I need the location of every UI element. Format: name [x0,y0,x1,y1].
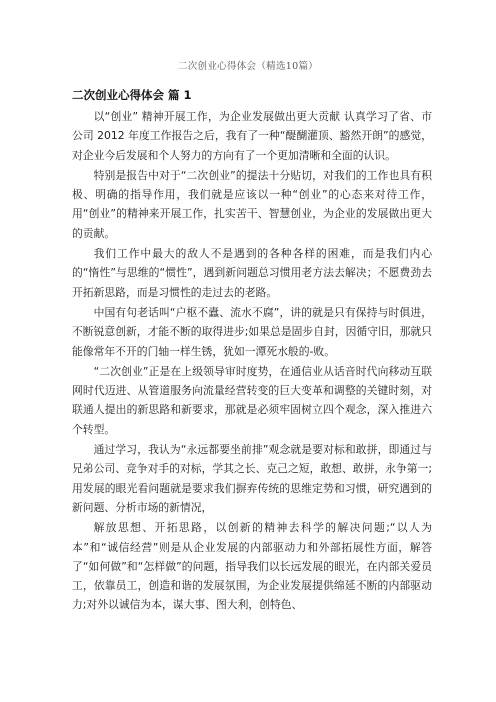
paragraph-1: 以“创业” 精神开展工作，为企业发展做出更大贡献 认真学习了省、市公司 2012 年度工作报告之后，我有了一种“醍醐灌顶、豁然开朗”的感觉，对企业今后发展和个人努力的方向有了一个更加清晰和全面的认识。 [72,110,432,162]
document-body [72,86,432,616]
paragraph-3: 我们工作中最大的敌人不是遇到的各种各样的困难，而是我们内心的“惰性”与思维的“惯性”，遇到新问题总习惯用老方法去解决；不愿费劲去开拓新思路，而是习惯性的走过去的老路。 [72,247,432,299]
paragraph-7: 解放思想、开拓思路，以创新的精神去科学的解决问题;“以人为本”和“诚信经营”则是从企业发展的内部驱动力和外部拓展性方面，解答了“如何做”和“怎样做”的问题，指导我们以长远发展的眼光，在内部关爱员工，依靠员工，创造和谐的发展氛围，为企业发展提供绵延不断的内部驱动力;对外以诚信为本，谋大事、图大利，创特色、 [72,521,432,612]
document-header: 二次创业心得体会（精选10篇） [177,61,319,72]
section-heading: 二次创业心得体会 篇 1 [72,88,192,102]
paragraph-5: “二次创业”正是在上级领导审时度势，在通信业从话音时代向移动互联网时代迈进、从管道服务向流量经营转变的巨大变革和调整的关键时刻，对联通人提出的新思路和新要求，那就是必须牢固树立四个观念，深入推进六个转型。 [72,364,432,436]
paragraph-2: 特别是报告中对于“二次创业”的提法十分贴切，对我们的工作也具有积极、明确的指导作用，我们就是应该以一种“创业”的心态来对待工作，用“创业”的精神来开展工作，扎实苦干、智慧创业，为企业的发展做出更大的贡献。 [72,168,432,240]
paragraph-4: 中国有句老话叫“户枢不蠹、流水不腐”，讲的就是只有保持与时俱进，不断锐意创新，才能不断的取得进步;如果总是固步自封，因循守旧，那就只能像常年不开的门轴一样生锈，犹如一潭死水般的-败。 [72,305,432,358]
paragraph-6: 通过学习，我认为“永远都要坐前排”观念就是要对标和敢拼，即通过与兄弟公司、竞争对手的对标，学其之长、克己之短，敢想、敢拼，永争第一;用发展的眼光看问题就是要求我们摒弃传统的思维定势和习惯，研究遇到的新问题、分析市场的新情况， [72,443,432,514]
